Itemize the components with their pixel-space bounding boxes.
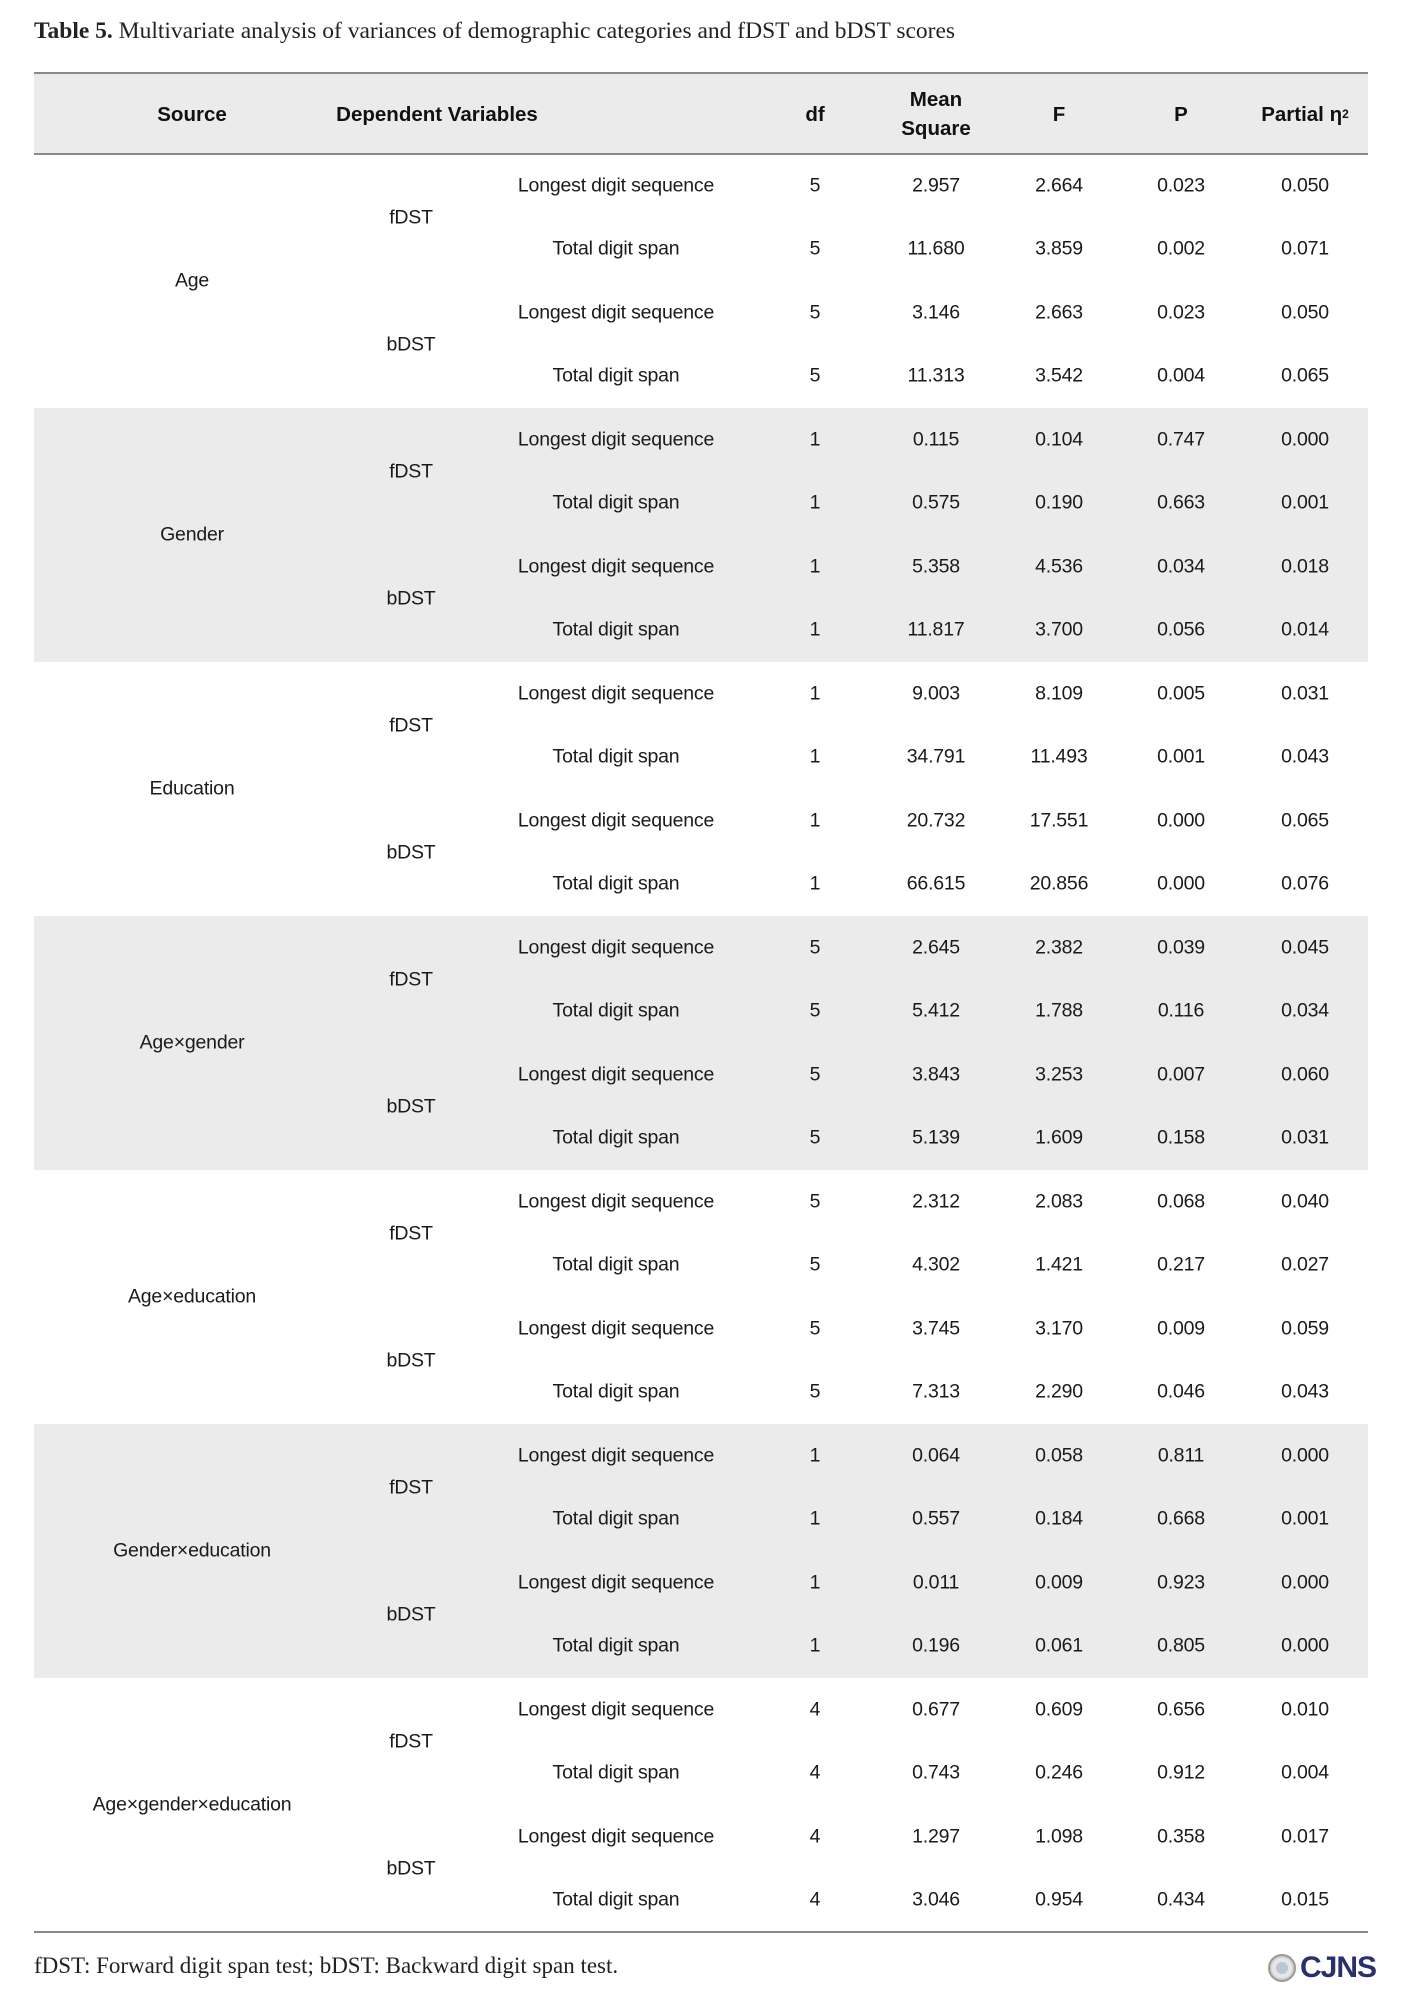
test-group-label: fDST — [389, 1730, 433, 1752]
dependent-variable: Longest digit sequence — [517, 1698, 715, 1721]
value-p: 0.158 — [1157, 1126, 1205, 1149]
value-f: 0.058 — [1035, 1444, 1083, 1467]
value-f: 3.859 — [1035, 237, 1083, 260]
dependent-variable: Total digit span — [552, 1634, 680, 1657]
value-p: 0.004 — [1157, 364, 1205, 387]
header-mean-square-line2: Square — [901, 117, 971, 140]
header-f: F — [1052, 102, 1066, 126]
value-df: 1 — [809, 1507, 821, 1530]
source-block — [34, 1170, 1368, 1424]
table-label: Table 5. — [34, 18, 113, 44]
value-f: 2.663 — [1035, 301, 1083, 324]
value-df: 1 — [809, 491, 821, 514]
value-p: 0.000 — [1157, 809, 1205, 832]
value-df: 5 — [809, 1253, 821, 1276]
value-f: 2.083 — [1035, 1190, 1083, 1213]
value-ms: 3.046 — [912, 1888, 960, 1911]
source-block — [34, 1678, 1368, 1932]
value-f: 11.493 — [1030, 745, 1088, 768]
value-df: 1 — [809, 745, 821, 768]
value-p: 0.068 — [1157, 1190, 1205, 1213]
value-ms: 4.302 — [912, 1253, 960, 1276]
value-eta: 0.000 — [1281, 1444, 1329, 1467]
value-f: 1.788 — [1035, 999, 1083, 1022]
value-df: 1 — [809, 1634, 821, 1657]
dependent-variable: Total digit span — [552, 1126, 680, 1149]
dependent-variable: Longest digit sequence — [517, 1317, 715, 1340]
value-ms: 3.745 — [912, 1317, 960, 1340]
value-f: 4.536 — [1035, 555, 1083, 578]
value-ms: 0.011 — [912, 1571, 960, 1594]
dependent-variable: Longest digit sequence — [517, 1444, 715, 1467]
value-ms: 0.575 — [912, 491, 960, 514]
value-p: 0.039 — [1157, 936, 1205, 959]
journal-logo-text: CJNS — [1300, 1951, 1377, 1984]
value-p: 0.923 — [1157, 1571, 1205, 1594]
value-eta: 0.043 — [1281, 745, 1329, 768]
dependent-variable: Longest digit sequence — [517, 1190, 715, 1213]
value-eta: 0.017 — [1281, 1825, 1329, 1848]
value-ms: 0.115 — [912, 428, 960, 451]
source-label: Age — [174, 269, 210, 292]
header-partial-eta-label: Partial η — [1261, 102, 1343, 126]
source-label: Gender — [160, 523, 224, 546]
value-p: 0.023 — [1157, 174, 1205, 197]
value-f: 0.184 — [1035, 1507, 1083, 1530]
test-group-label: bDST — [386, 1857, 436, 1879]
value-p: 0.007 — [1157, 1063, 1205, 1086]
value-df: 1 — [809, 618, 821, 641]
source-label: Age×gender — [139, 1031, 245, 1054]
dependent-variable: Longest digit sequence — [517, 1825, 715, 1848]
value-ms: 20.732 — [906, 809, 966, 832]
dependent-variable: Longest digit sequence — [517, 428, 715, 451]
value-ms: 11.817 — [907, 618, 965, 641]
dependent-variable: Total digit span — [552, 1507, 680, 1530]
value-eta: 0.015 — [1281, 1888, 1329, 1911]
value-p: 0.358 — [1157, 1825, 1205, 1848]
value-p: 0.034 — [1157, 555, 1205, 578]
value-f: 20.856 — [1029, 872, 1089, 895]
value-ms: 2.312 — [912, 1190, 960, 1213]
value-ms: 9.003 — [912, 682, 960, 705]
value-df: 1 — [809, 555, 821, 578]
value-p: 0.005 — [1157, 682, 1205, 705]
header-partial-eta: Partial η 2 — [1261, 74, 1349, 154]
journal-emblem-icon — [1268, 1954, 1296, 1982]
dependent-variable: Total digit span — [552, 872, 680, 895]
header-df: df — [805, 102, 825, 126]
value-df: 4 — [809, 1888, 821, 1911]
value-f: 1.098 — [1035, 1825, 1083, 1848]
value-p: 0.912 — [1157, 1761, 1205, 1784]
value-eta: 0.065 — [1281, 364, 1329, 387]
value-p: 0.747 — [1157, 428, 1205, 451]
value-f: 1.609 — [1035, 1126, 1083, 1149]
dependent-variable: Total digit span — [552, 237, 680, 260]
value-p: 0.217 — [1157, 1253, 1205, 1276]
value-f: 3.542 — [1035, 364, 1083, 387]
value-eta: 0.065 — [1281, 809, 1329, 832]
bottom-rule — [34, 1931, 1368, 1933]
value-p: 0.046 — [1157, 1380, 1205, 1403]
value-eta: 0.000 — [1281, 428, 1329, 451]
value-eta: 0.040 — [1281, 1190, 1329, 1213]
value-eta: 0.027 — [1281, 1253, 1329, 1276]
value-df: 5 — [809, 936, 821, 959]
value-ms: 11.313 — [907, 364, 965, 387]
value-f: 0.190 — [1035, 491, 1083, 514]
source-block — [34, 154, 1368, 408]
dependent-variable: Total digit span — [552, 745, 680, 768]
source-label: Gender×education — [113, 1539, 271, 1562]
dependent-variable: Longest digit sequence — [517, 1571, 715, 1594]
value-ms: 66.615 — [906, 872, 966, 895]
value-ms: 0.557 — [912, 1507, 960, 1530]
value-eta: 0.010 — [1281, 1698, 1329, 1721]
value-ms: 7.313 — [912, 1380, 960, 1403]
value-eta: 0.000 — [1281, 1634, 1329, 1657]
value-f: 0.009 — [1035, 1571, 1083, 1594]
value-df: 4 — [809, 1698, 821, 1721]
dependent-variable: Total digit span — [552, 1253, 680, 1276]
source-block — [34, 408, 1368, 662]
value-p: 0.023 — [1157, 301, 1205, 324]
value-p: 0.000 — [1157, 872, 1205, 895]
value-eta: 0.001 — [1281, 1507, 1329, 1530]
value-ms: 5.139 — [912, 1126, 960, 1149]
value-p: 0.056 — [1157, 618, 1205, 641]
value-ms: 11.680 — [907, 237, 965, 260]
value-ms: 2.957 — [912, 174, 960, 197]
value-ms: 0.743 — [912, 1761, 960, 1784]
value-f: 17.551 — [1029, 809, 1089, 832]
value-p: 0.811 — [1157, 1444, 1205, 1467]
value-eta: 0.071 — [1281, 237, 1329, 260]
value-ms: 2.645 — [912, 936, 960, 959]
value-df: 1 — [809, 682, 821, 705]
source-block — [34, 916, 1368, 1170]
table-header — [34, 74, 1368, 154]
test-group-label: fDST — [389, 968, 433, 990]
value-eta: 0.004 — [1281, 1761, 1329, 1784]
test-group-label: bDST — [386, 587, 436, 609]
value-f: 2.382 — [1035, 936, 1083, 959]
dependent-variable: Longest digit sequence — [517, 301, 715, 324]
value-df: 5 — [809, 237, 821, 260]
value-p: 0.116 — [1157, 999, 1205, 1022]
value-eta: 0.000 — [1281, 1571, 1329, 1594]
value-f: 0.104 — [1035, 428, 1083, 451]
test-group-label: bDST — [386, 1349, 436, 1371]
source-block — [34, 1424, 1368, 1678]
value-df: 1 — [809, 1571, 821, 1594]
value-p: 0.434 — [1157, 1888, 1205, 1911]
value-ms: 34.791 — [906, 745, 966, 768]
test-group-label: fDST — [389, 1476, 433, 1498]
value-f: 3.700 — [1035, 618, 1083, 641]
header-mean-square — [901, 74, 971, 154]
dependent-variable: Total digit span — [552, 1380, 680, 1403]
header-p: P — [1174, 102, 1188, 126]
test-group-label: fDST — [389, 460, 433, 482]
value-ms: 3.146 — [912, 301, 960, 324]
value-p: 0.002 — [1157, 237, 1205, 260]
dependent-variable: Longest digit sequence — [517, 174, 715, 197]
value-f: 8.109 — [1035, 682, 1083, 705]
value-df: 5 — [809, 1063, 821, 1086]
value-df: 1 — [809, 428, 821, 451]
value-df: 5 — [809, 364, 821, 387]
source-block — [34, 662, 1368, 916]
value-eta: 0.031 — [1281, 1126, 1329, 1149]
value-ms: 3.843 — [912, 1063, 960, 1086]
table-caption — [34, 16, 955, 46]
value-df: 1 — [809, 1444, 821, 1467]
value-eta: 0.045 — [1281, 936, 1329, 959]
dependent-variable: Total digit span — [552, 618, 680, 641]
value-ms: 0.196 — [912, 1634, 960, 1657]
dependent-variable: Total digit span — [552, 1888, 680, 1911]
value-eta: 0.050 — [1281, 301, 1329, 324]
value-f: 0.609 — [1035, 1698, 1083, 1721]
value-df: 5 — [809, 1380, 821, 1403]
value-eta: 0.060 — [1281, 1063, 1329, 1086]
value-eta: 0.034 — [1281, 999, 1329, 1022]
value-ms: 5.358 — [912, 555, 960, 578]
value-df: 5 — [809, 1317, 821, 1340]
table-title: Multivariate analysis of variances of demographic categories and fDST and bDST scores — [118, 18, 956, 44]
dependent-variable: Longest digit sequence — [517, 682, 715, 705]
source-label: Age×education — [127, 1285, 257, 1308]
dependent-variable: Longest digit sequence — [517, 555, 715, 578]
value-p: 0.009 — [1157, 1317, 1205, 1340]
value-df: 1 — [809, 872, 821, 895]
value-df: 5 — [809, 301, 821, 324]
header-dependent-variables: Dependent Variables — [336, 102, 538, 126]
value-eta: 0.076 — [1281, 872, 1329, 895]
value-f: 3.170 — [1035, 1317, 1083, 1340]
value-eta: 0.050 — [1281, 174, 1329, 197]
value-f: 0.246 — [1035, 1761, 1083, 1784]
header-source: Source — [157, 102, 227, 126]
source-label: Education — [149, 777, 235, 800]
value-eta: 0.059 — [1281, 1317, 1329, 1340]
value-p: 0.001 — [1157, 745, 1205, 768]
test-group-label: bDST — [386, 1095, 436, 1117]
value-eta: 0.031 — [1281, 682, 1329, 705]
value-p: 0.663 — [1157, 491, 1205, 514]
test-group-label: fDST — [389, 206, 433, 228]
value-df: 5 — [809, 999, 821, 1022]
value-df: 1 — [809, 809, 821, 832]
value-f: 1.421 — [1035, 1253, 1083, 1276]
value-df: 5 — [809, 174, 821, 197]
value-f: 3.253 — [1035, 1063, 1083, 1086]
value-p: 0.656 — [1157, 1698, 1205, 1721]
value-f: 0.954 — [1035, 1888, 1083, 1911]
dependent-variable: Total digit span — [552, 364, 680, 387]
dependent-variable: Total digit span — [552, 999, 680, 1022]
dependent-variable: Total digit span — [552, 1761, 680, 1784]
header-mean-square-line1: Mean — [909, 88, 963, 111]
test-group-label: fDST — [389, 1222, 433, 1244]
value-df: 5 — [809, 1190, 821, 1213]
dependent-variable: Longest digit sequence — [517, 936, 715, 959]
source-label: Age×gender×education — [92, 1793, 292, 1816]
value-ms: 0.064 — [912, 1444, 960, 1467]
test-group-label: bDST — [386, 333, 436, 355]
test-group-label: fDST — [389, 714, 433, 736]
value-ms: 0.677 — [912, 1698, 960, 1721]
value-eta: 0.001 — [1281, 491, 1329, 514]
value-f: 2.664 — [1035, 174, 1083, 197]
test-group-label: bDST — [386, 1603, 436, 1625]
value-ms: 1.297 — [912, 1825, 960, 1848]
value-f: 0.061 — [1035, 1634, 1083, 1657]
value-eta: 0.043 — [1281, 1380, 1329, 1403]
value-p: 0.668 — [1157, 1507, 1205, 1530]
value-ms: 5.412 — [912, 999, 960, 1022]
value-df: 5 — [809, 1126, 821, 1149]
dependent-variable: Total digit span — [552, 491, 680, 514]
test-group-label: bDST — [386, 841, 436, 863]
dependent-variable: Longest digit sequence — [517, 809, 715, 832]
table-footnote: fDST: Forward digit span test; bDST: Backward digit span test. — [34, 1953, 619, 1978]
value-p: 0.805 — [1157, 1634, 1205, 1657]
value-eta: 0.014 — [1281, 618, 1329, 641]
journal-logo — [1268, 1950, 1376, 1986]
value-df: 4 — [809, 1825, 821, 1848]
dependent-variable: Longest digit sequence — [517, 1063, 715, 1086]
value-f: 2.290 — [1035, 1380, 1083, 1403]
value-df: 4 — [809, 1761, 821, 1784]
value-eta: 0.018 — [1281, 555, 1329, 578]
